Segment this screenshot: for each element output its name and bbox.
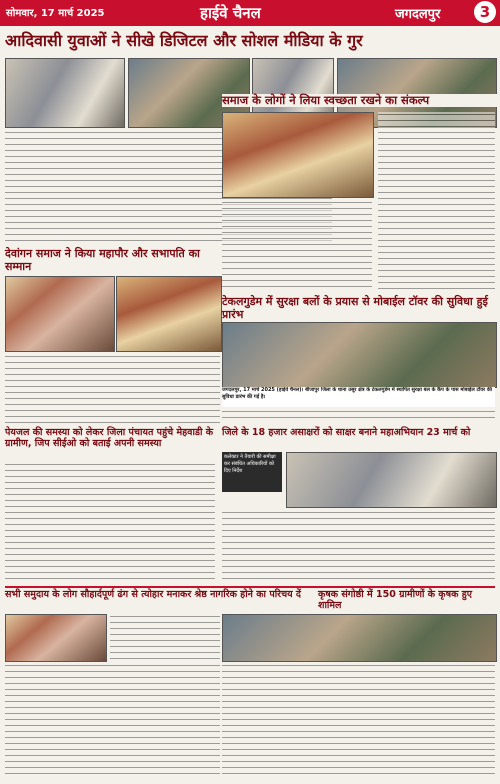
article-6-subhead: कलेक्टर ने तैयारी की समीक्षा कर संबंधित अधिकारियों को दिए निर्देश — [222, 452, 282, 492]
article-2-title: समाज के लोगों ने लिया स्वच्छता रखने का संकल्प — [222, 94, 497, 107]
page-header — [0, 0, 500, 26]
article-4-headline: टेकलगुडेम में सुरक्षा बलों के प्रयास से मोबाईल टॉवर की सुविधा हुई प्रारंभ — [222, 295, 488, 321]
section-title: हाईवे चैनल — [200, 4, 261, 22]
article-7-body — [5, 663, 220, 779]
article-2-photo-crowd — [222, 112, 374, 198]
article-1-photo-left — [5, 58, 125, 128]
article-8-body — [222, 663, 495, 779]
article-8-photo — [222, 614, 497, 662]
article-8-headline: कृषक संगोष्ठी में 150 ग्रामीणों के कृषक हुए शामिल — [318, 589, 472, 611]
article-7-photo — [5, 614, 107, 662]
article-3-photo — [5, 276, 115, 352]
edition-city: जगदलपुर — [395, 7, 441, 22]
article-1-headline: आदिवासी युवाओं ने सीखे डिजिटल और सोशल मीडिया के गुर — [5, 31, 363, 50]
article-2-body-lower — [222, 200, 372, 292]
article-3-photo-2 — [116, 276, 222, 352]
article-5-headline: पेयजल की समस्या को लेकर जिला पंचायत पहुंचे मेहवाडी के ग्रामीण, जिप सीईओ को बताई अपनी समस्या — [5, 427, 214, 449]
article-6-photo — [286, 452, 497, 508]
article-3-body — [5, 354, 220, 424]
article-3-headline: देवांगन समाज ने किया महापौर और सभापति का सम्मान — [5, 247, 200, 273]
article-6-body — [222, 510, 495, 582]
article-6-headline: जिले के 18 हजार असाक्षरों को साक्षर बनाने महाअभियान 23 मार्च को — [222, 427, 471, 438]
article-4-body — [222, 409, 495, 423]
page-number: 3 — [474, 1, 496, 23]
article-2-body — [378, 112, 495, 292]
article-4-photo — [222, 322, 497, 388]
section-rule — [5, 586, 495, 588]
article-7-headline: सभी समुदाय के लोग सौहार्दपूर्ण ढंग से त्योहार मनाकर श्रेष्ठ नागरिक होने का परिचय दें — [5, 589, 301, 600]
article-4-caption: जगदलपुर, 17 मार्च 2025 (हाईवे चैनल)। बीजापुर जिला के थाना उसूर क्षेत्र के टेकलगुडेम में स्थापित सुरक्षा बल के कैंप के पास मोबाईल टॉवर की सुविधा प्रारंभ की गई है। — [222, 387, 495, 407]
article-7-body-right — [110, 614, 220, 660]
issue-date: सोमवार, 17 मार्च 2025 — [6, 8, 105, 19]
article-5-body — [5, 462, 215, 582]
